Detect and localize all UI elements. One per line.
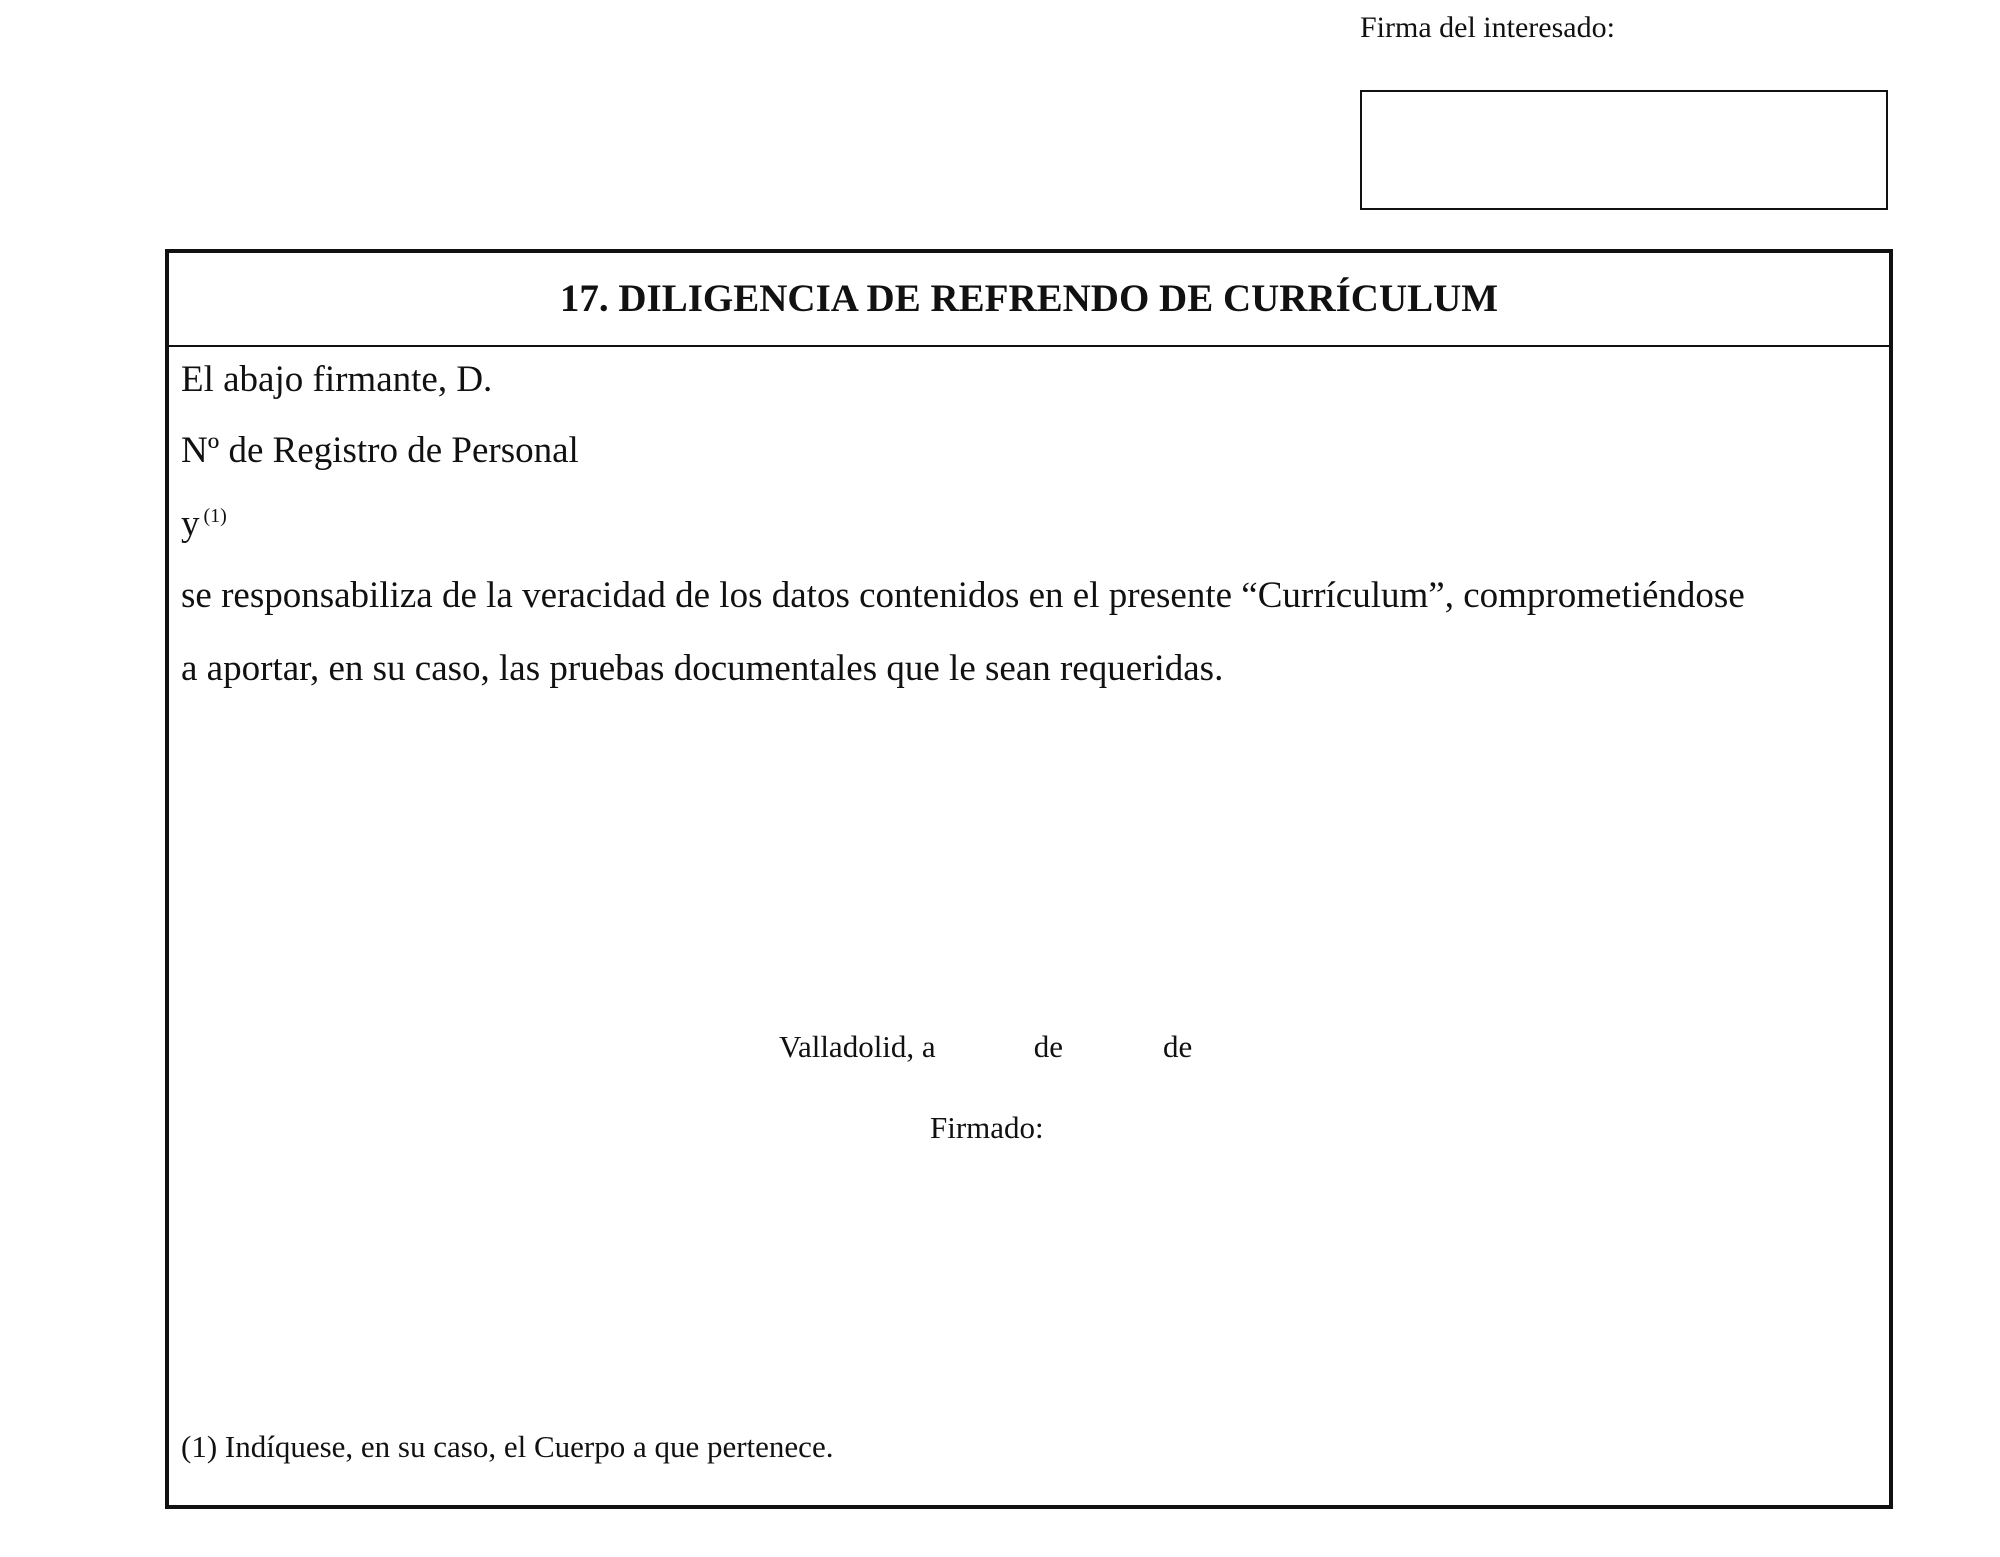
corps-line — [181, 501, 227, 547]
place-label: Valladolid, a — [779, 1029, 936, 1064]
corps-line-label: y — [181, 503, 200, 544]
place-date-line — [779, 1027, 1192, 1067]
date-de-2: de — [1162, 1029, 1193, 1064]
footnote-reference: (1) — [203, 504, 227, 527]
refrendo-form — [165, 249, 1893, 1509]
signature-box[interactable] — [1360, 90, 1888, 210]
date-de-1: de — [1033, 1029, 1063, 1064]
form-title: 17. DILIGENCIA DE REFRENDO DE CURRÍCULUM — [559, 277, 1499, 320]
signed-label: Firmado: — [930, 1110, 1044, 1145]
statement-line-2: a aportar, en su caso, las pruebas documentales que le sean requeridas. — [181, 648, 1224, 689]
signer-line: El abajo firmante, D. — [181, 359, 493, 400]
footnote: (1) Indíquese, en su caso, el Cuerpo a que pertenece. — [181, 1429, 834, 1464]
form-header — [169, 253, 1889, 347]
registry-line: Nº de Registro de Personal — [181, 430, 579, 471]
statement-line-1: se responsabiliza de la veracidad de los datos contenidos en el presente “Currículum”, comprometiéndose — [181, 575, 1745, 616]
signature-label: Firma del interesado: — [1360, 11, 1615, 44]
